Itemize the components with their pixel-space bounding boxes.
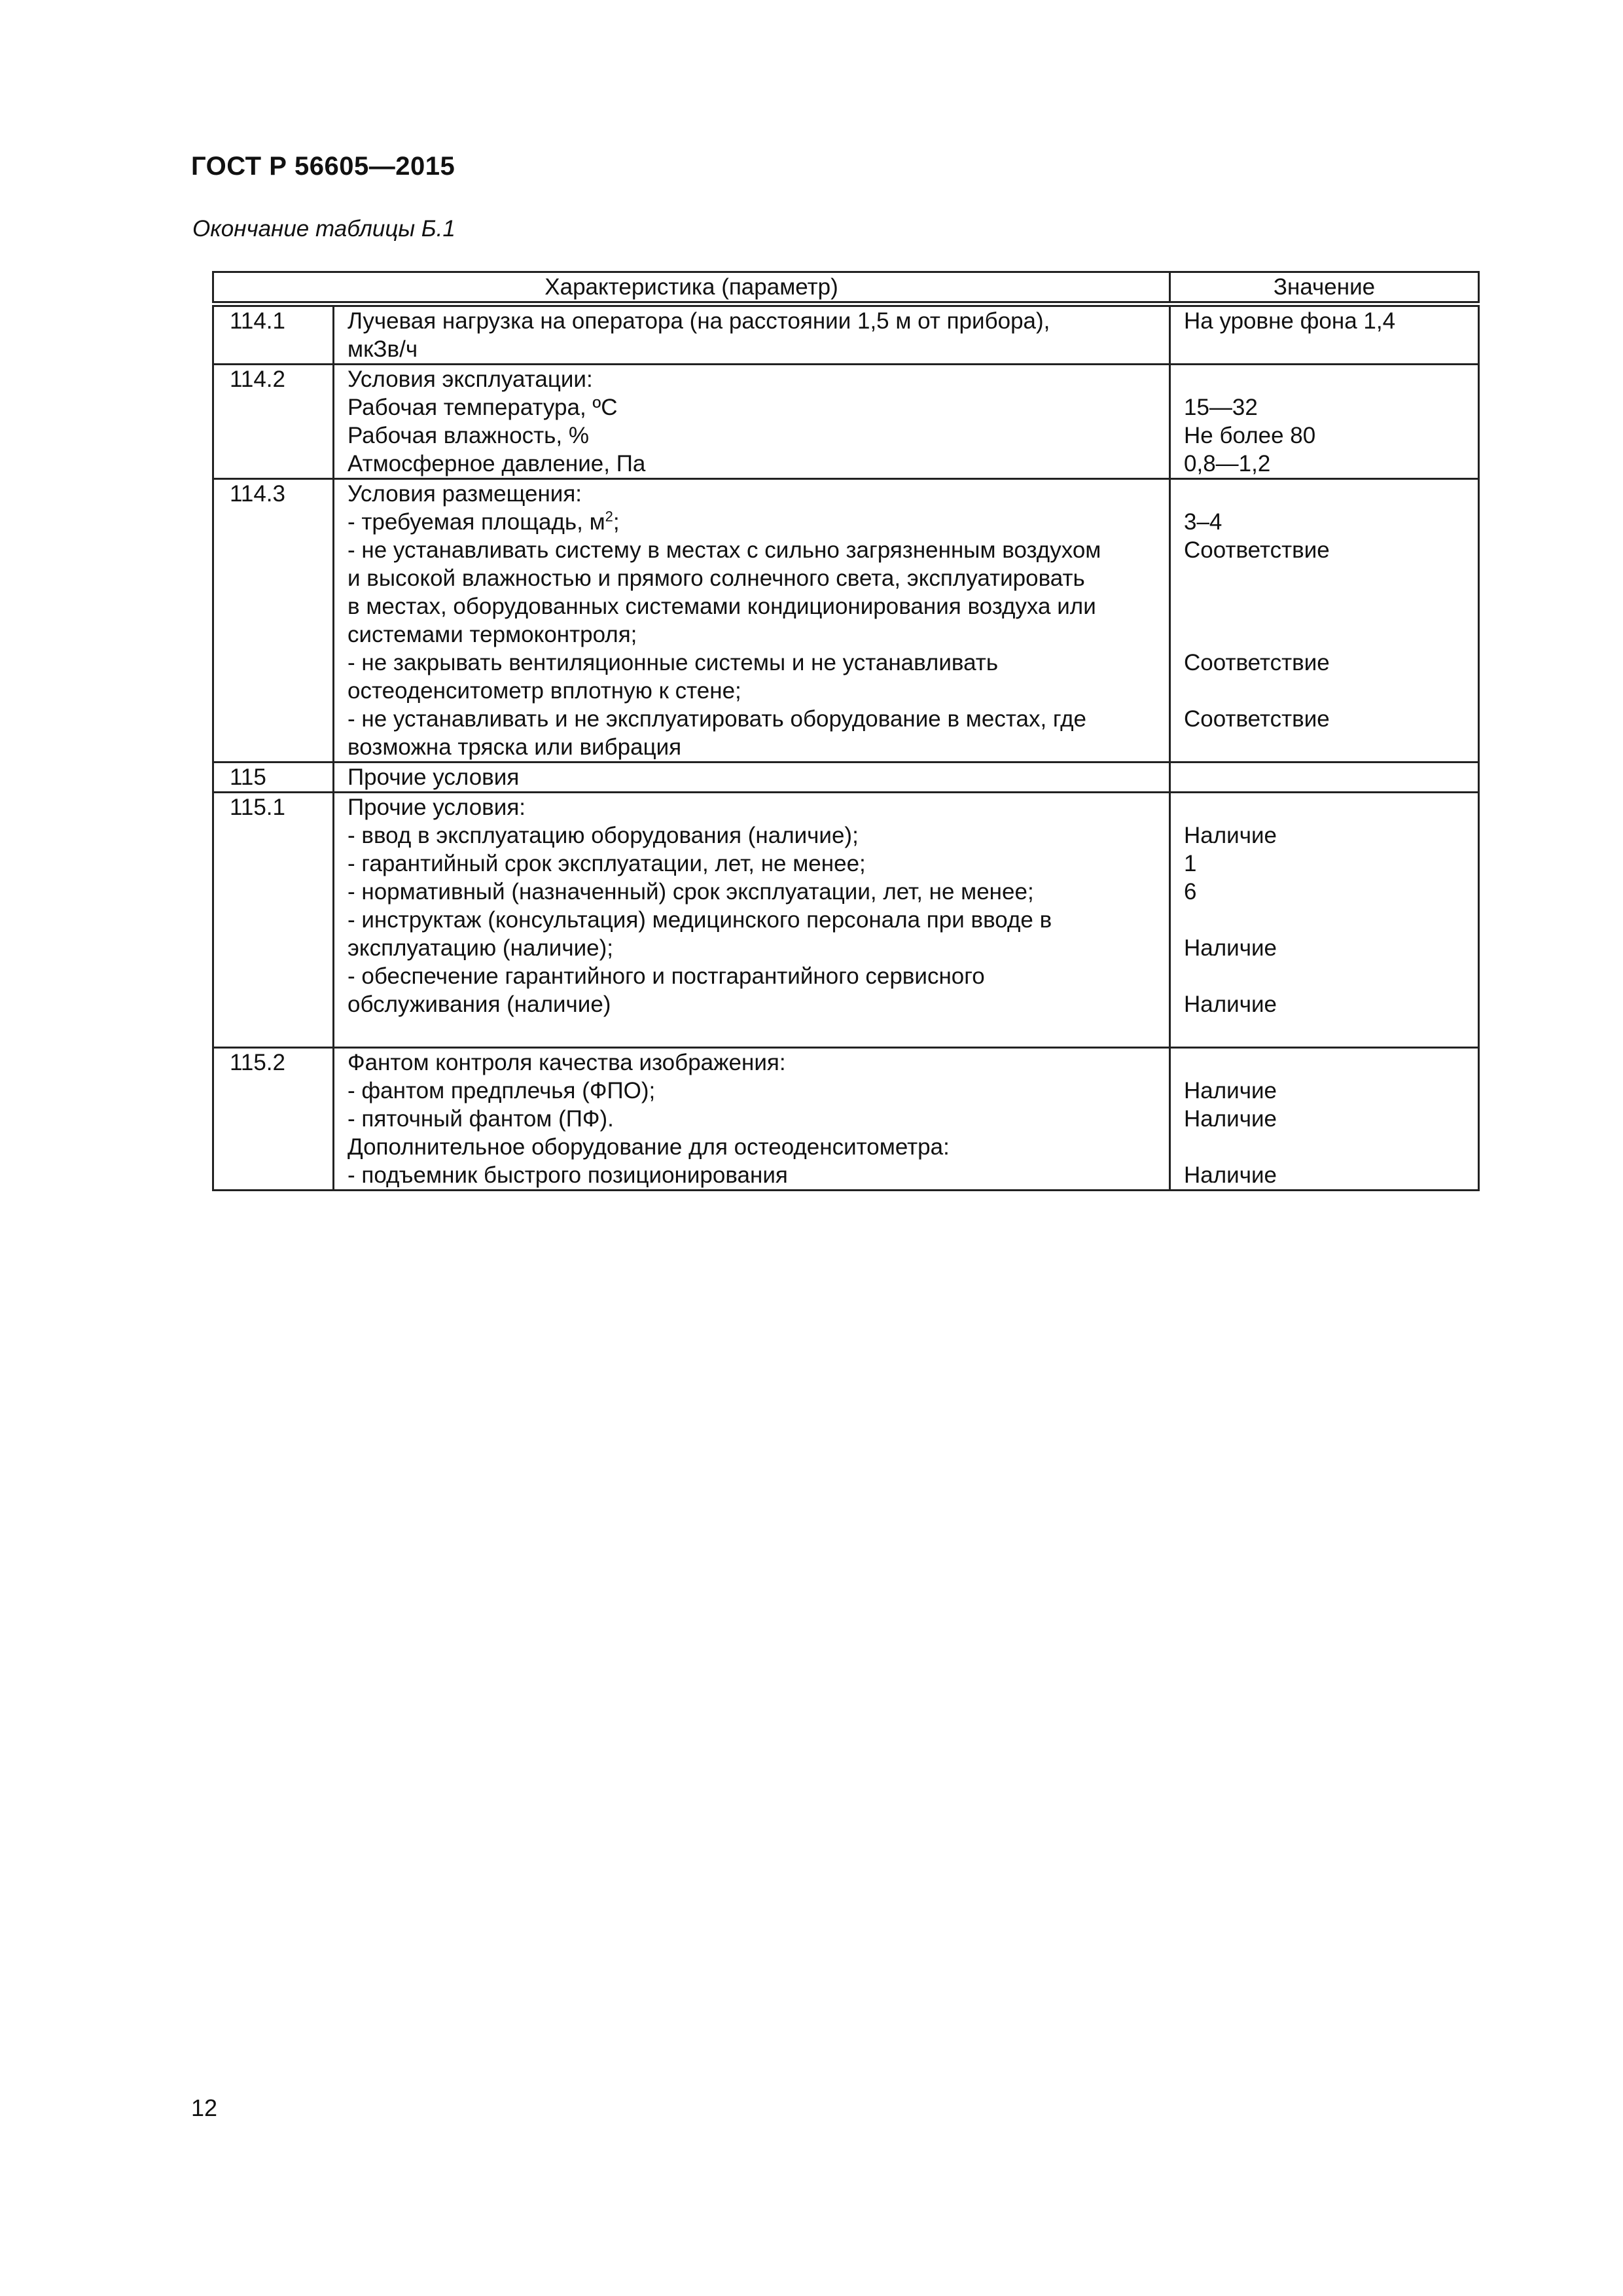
parameter-line: - обеспечение гарантийного и постгарантийного сервисного	[348, 963, 985, 989]
value-line: 15—32	[1184, 395, 1258, 420]
value-line: 6	[1184, 879, 1197, 905]
table-row	[213, 479, 1479, 762]
parameter-line: - ввод в эксплуатацию оборудования (наличие);	[348, 823, 859, 848]
parameter-line: системами термоконтроля;	[348, 622, 637, 647]
parameter-line: Рабочая температура, ºС	[348, 395, 618, 420]
parameter-line: - подъемник быстрого позиционирования	[348, 1162, 788, 1188]
row-number: 114.2	[213, 365, 334, 479]
value-line: 1	[1184, 851, 1197, 876]
row-number: 114.3	[213, 479, 334, 762]
row-number: 115.2	[213, 1048, 334, 1191]
parameter-line: Условия эксплуатации:	[348, 367, 593, 392]
parameter-cell	[334, 1048, 1170, 1191]
parameter-line: Фантом контроля качества изображения:	[348, 1050, 786, 1075]
area-label: - требуемая площадь, м	[348, 509, 605, 535]
column-header-parameter: Характеристика (параметр)	[213, 272, 1170, 304]
area-unit-superscript: 2	[605, 508, 613, 525]
area-suffix: ;	[613, 509, 620, 535]
parameter-cell	[334, 793, 1170, 1048]
parameter-line: - нормативный (назначенный) срок эксплуатации, лет, не менее;	[348, 879, 1034, 905]
parameter-line: Условия размещения:	[348, 481, 582, 507]
value-line: Наличие	[1184, 823, 1277, 848]
parameter-line: Атмосферное давление, Па	[348, 451, 646, 476]
parameter-cell	[334, 365, 1170, 479]
parameter-line: - гарантийный срок эксплуатации, лет, не менее;	[348, 851, 866, 876]
parameter-line: - пяточный фантом (ПФ).	[348, 1106, 614, 1132]
value-line: Наличие	[1184, 1106, 1277, 1132]
value-line: Наличие	[1184, 1162, 1277, 1188]
parameter-line: Прочие условия	[348, 764, 520, 790]
parameter-line: Дополнительное оборудование для остеоденситометра:	[348, 1134, 950, 1160]
value-line: Соответствие	[1184, 706, 1330, 732]
value-line: Не более 80	[1184, 423, 1316, 448]
parameter-line: - не устанавливать систему в местах с сильно загрязненным воздухом	[348, 537, 1101, 563]
parameter-line: Рабочая влажность, %	[348, 423, 589, 448]
row-number: 114.1	[213, 304, 334, 365]
parameter-line: и высокой влажностью и прямого солнечного света, эксплуатировать	[348, 565, 1085, 591]
value-line: На уровне фона 1,4	[1184, 308, 1396, 334]
table-row	[213, 365, 1479, 479]
parameter-line: - инструктаж (консультация) медицинского персонала при вводе в	[348, 907, 1052, 933]
table-row	[213, 762, 1479, 793]
characteristics-table	[212, 271, 1480, 1191]
value-line: 3–4	[1184, 509, 1222, 535]
parameter-cell	[334, 304, 1170, 365]
parameter-line: Прочие условия:	[348, 795, 526, 820]
value-line: Соответствие	[1184, 650, 1330, 675]
parameter-line: в местах, оборудованных системами кондиционирования воздуха или	[348, 594, 1096, 619]
parameter-line: - не устанавливать и не эксплуатировать оборудование в местах, где	[348, 706, 1086, 732]
parameter-line: обслуживания (наличие)	[348, 992, 611, 1017]
parameter-line: возможна тряска или вибрация	[348, 734, 682, 760]
value-line: Соответствие	[1184, 537, 1330, 563]
value-cell	[1170, 365, 1479, 479]
parameter-line	[348, 508, 1160, 536]
value-cell	[1170, 479, 1479, 762]
table-caption: Окончание таблицы Б.1	[192, 216, 455, 242]
row-number: 115.1	[213, 793, 334, 1048]
parameter-cell	[334, 479, 1170, 762]
parameter-line: остеоденситометр вплотную к стене;	[348, 678, 741, 704]
parameter-cell	[334, 762, 1170, 793]
value-cell	[1170, 304, 1479, 365]
column-header-value: Значение	[1170, 272, 1479, 304]
value-line: Наличие	[1184, 935, 1277, 961]
page-number: 12	[191, 2094, 218, 2121]
value-cell	[1170, 1048, 1479, 1191]
table-row	[213, 304, 1479, 365]
parameter-line: Лучевая нагрузка на оператора (на расстоянии 1,5 м от прибора),	[348, 308, 1050, 334]
parameter-line: - не закрывать вентиляционные системы и не устанавливать	[348, 650, 999, 675]
value-line: Наличие	[1184, 1078, 1277, 1103]
value-line: 0,8—1,2	[1184, 451, 1271, 476]
row-number: 115	[213, 762, 334, 793]
table-row	[213, 793, 1479, 1048]
table-row	[213, 1048, 1479, 1191]
parameter-line: эксплуатацию (наличие);	[348, 935, 613, 961]
value-cell	[1170, 762, 1479, 793]
value-cell	[1170, 793, 1479, 1048]
parameter-line: - фантом предплечья (ФПО);	[348, 1078, 656, 1103]
value-line: Наличие	[1184, 992, 1277, 1017]
parameter-line: мкЗв/ч	[348, 336, 418, 362]
table-header-row	[213, 272, 1479, 304]
document-title: ГОСТ Р 56605—2015	[191, 152, 455, 181]
